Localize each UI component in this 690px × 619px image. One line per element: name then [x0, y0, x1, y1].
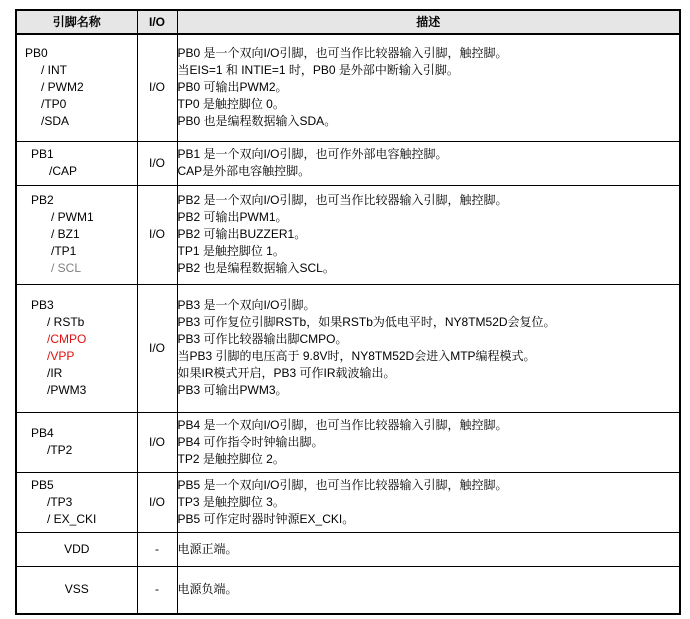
pin-name-cell	[16, 34, 137, 141]
description-line: 电源负端。	[177, 582, 238, 597]
pin-name-cell	[16, 412, 137, 472]
table-row	[16, 412, 680, 472]
description-line: PB3 可输出PWM3。	[177, 383, 288, 397]
pin-alt-function: /PWM3	[47, 383, 87, 397]
table-row	[16, 34, 680, 141]
description-line: PB4 可作指令时钟输出脚。	[177, 434, 324, 449]
pin-io-cell: I/O	[137, 472, 177, 532]
description-line: 如果IR模式开启，PB3 可作IR载波输出。	[177, 366, 396, 380]
pin-name-cell	[16, 141, 137, 185]
pin-name: PB1	[31, 147, 54, 161]
pin-io-cell: I/O	[137, 412, 177, 472]
description-line: TP3 是触控脚位 3。	[177, 494, 285, 509]
pin-io-cell: I/O	[137, 185, 177, 284]
header-io: I/O	[137, 10, 177, 34]
pin-io-cell: -	[137, 566, 177, 614]
description-line: PB4 是一个双向I/O引脚，也可当作比较器输入引脚，触控脚。	[177, 417, 508, 432]
table-body	[16, 34, 680, 614]
pin-alt-function: / PWM1	[51, 210, 94, 224]
description-line: TP2 是触控脚位 2。	[177, 451, 285, 466]
pin-alt-function: /TP0	[41, 97, 67, 112]
description-line: PB0 也是编程数据输入SDA。	[177, 114, 337, 129]
pin-name: PB5	[31, 477, 54, 492]
pin-alt-function: /IR	[47, 366, 63, 380]
pin-description-cell	[177, 566, 680, 614]
table-row	[16, 185, 680, 284]
table-row	[16, 472, 680, 532]
pin-description-cell	[177, 185, 680, 284]
description-line: TP0 是触控脚位 0。	[177, 97, 285, 112]
description-line: PB2 是一个双向I/O引脚，也可当作比较器输入引脚，触控脚。	[177, 193, 508, 207]
pin-description-cell	[177, 532, 680, 566]
pin-description-table	[15, 9, 681, 615]
pin-name-cell	[16, 532, 137, 566]
description-line: PB3 可作比较器输出脚CMPO。	[177, 332, 348, 346]
pin-alt-function: /TP1	[51, 244, 77, 258]
pin-name: VDD	[64, 541, 90, 556]
pin-io-cell: I/O	[137, 284, 177, 412]
pin-alt-function: / INT	[41, 63, 67, 78]
pin-description-cell	[177, 472, 680, 532]
pin-io-cell: I/O	[137, 141, 177, 185]
description-line: 电源正端。	[177, 541, 238, 556]
description-line: PB5 可作定时器时钟源EX_CKI。	[177, 511, 355, 526]
pin-name: VSS	[64, 582, 89, 597]
description-line: 当PB3 引脚的电压高于 9.8V时，NY8TM52D会进入MTP编程模式。	[177, 349, 536, 363]
description-line: PB0 可输出PWM2。	[177, 80, 288, 95]
description-line: PB1 是一个双向I/O引脚，也可作外部电容触控脚。	[177, 147, 448, 161]
description-line: PB2 可输出BUZZER1。	[177, 227, 307, 241]
description-line: 当EIS=1 和 INTIE=1 时，PB0 是外部中断输入引脚。	[177, 63, 459, 78]
pin-description-cell	[177, 141, 680, 185]
pin-io-cell: I/O	[137, 34, 177, 141]
header-description: 描述	[177, 10, 680, 34]
description-line: PB2 也是编程数据输入SCL。	[177, 261, 335, 275]
pin-alt-function: / RSTb	[47, 315, 85, 329]
description-line: TP1 是触控脚位 1。	[177, 244, 285, 258]
pin-alt-function: /TP2	[47, 443, 73, 457]
description-line: PB2 可输出PWM1。	[177, 210, 288, 224]
table-row	[16, 141, 680, 185]
description-line: PB3 可作复位引脚RSTb，如果RSTb为低电平时，NY8TM52D会复位。	[177, 315, 556, 329]
description-line: PB3 是一个双向I/O引脚。	[177, 298, 316, 312]
pin-alt-function: / SCL	[51, 261, 82, 275]
description-line: PB0 是一个双向I/O引脚，也可当作比较器输入引脚，触控脚。	[177, 46, 508, 61]
pin-description-cell	[177, 34, 680, 141]
pin-alt-function: / BZ1	[51, 227, 80, 241]
pin-alt-function: / EX_CKI	[47, 511, 97, 526]
header-pin-name: 引脚名称	[16, 10, 137, 34]
pin-alt-function: /TP3	[47, 494, 73, 509]
pin-description-cell	[177, 412, 680, 472]
table-row	[16, 284, 680, 412]
pin-alt-function: /CAP	[49, 164, 78, 178]
pin-description-cell	[177, 284, 680, 412]
pin-name-cell	[16, 284, 137, 412]
pin-name-cell	[16, 472, 137, 532]
pin-io-cell: -	[137, 532, 177, 566]
table-row	[16, 532, 680, 566]
pin-alt-function: / PWM2	[41, 80, 84, 95]
table-row	[16, 566, 680, 614]
pin-name: PB2	[31, 193, 54, 207]
pin-name: PB4	[31, 426, 54, 440]
description-line: PB5 是一个双向I/O引脚，也可当作比较器输入引脚，触控脚。	[177, 477, 508, 492]
pin-name: PB0	[25, 46, 48, 61]
description-line: CAP是外部电容触控脚。	[177, 164, 311, 178]
pin-name-cell	[16, 185, 137, 284]
pin-alt-function: /SDA	[41, 114, 70, 129]
pin-name-cell	[16, 566, 137, 614]
table-header-row	[16, 10, 680, 34]
pin-alt-function: /CMPO	[47, 332, 87, 346]
pin-alt-function: /VPP	[47, 349, 75, 363]
pin-name: PB3	[31, 298, 54, 312]
